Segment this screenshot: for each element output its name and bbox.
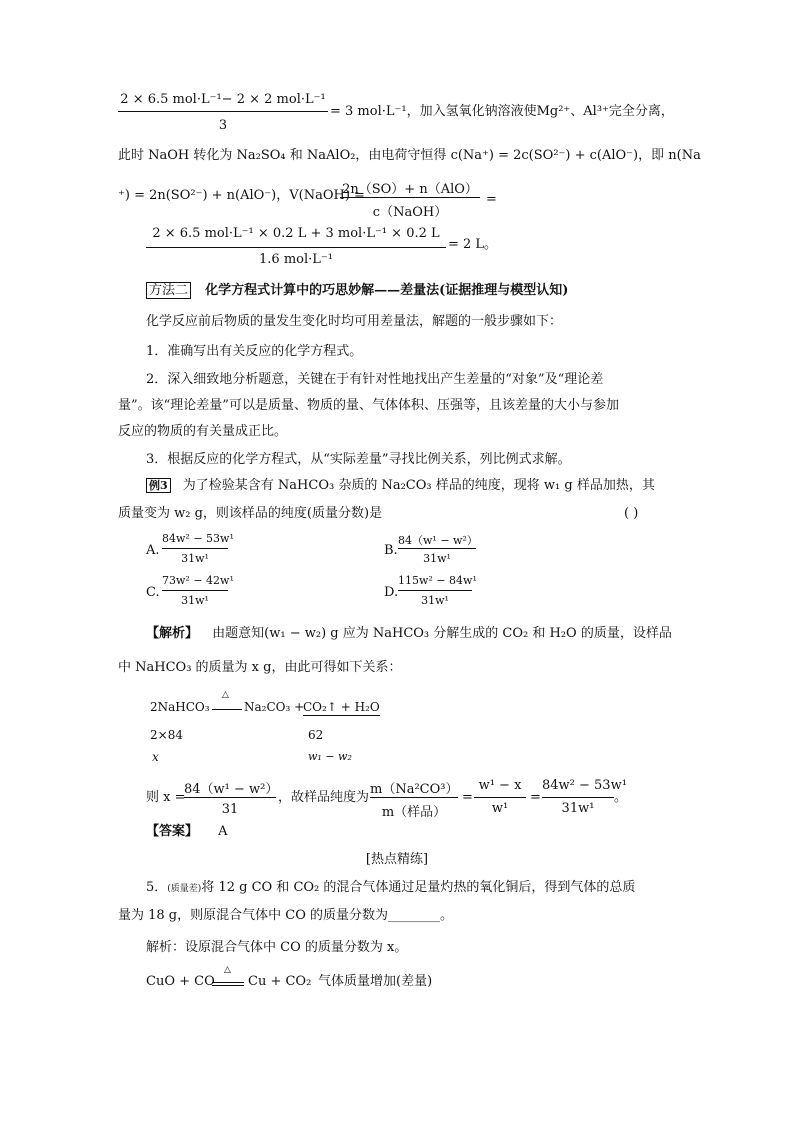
- paragraph: 反应的物质的有关量成正比。: [118, 424, 288, 439]
- heat-condition: △: [224, 965, 231, 975]
- fraction-numerator: 84w² − 53w¹: [542, 778, 627, 793]
- fraction-bar: [474, 797, 526, 798]
- ratio-row: x: [152, 750, 159, 764]
- fraction-bar: [146, 247, 446, 248]
- fraction-denominator: 31w¹: [561, 801, 595, 816]
- fraction-denominator: m（样品）: [381, 805, 447, 820]
- paragraph: 化学反应前后物质的量发生变化时均可用差量法，解题的一般步骤如下：: [146, 314, 563, 329]
- answer-paren: ( ): [624, 506, 639, 521]
- fraction-numerator: 84（w¹ − w²）: [184, 782, 279, 797]
- paragraph: 量”。该“理论差量”可以是质量、物质的量、气体体积、压强等，且该差量的大小与参加: [118, 398, 619, 413]
- answer-value: A: [218, 824, 228, 839]
- analysis-text: 由题意知(w₁ − w₂) g 应为 NaHCO₃ 分解生成的 CO₂ 和 H₂O 的质量，设样品: [212, 626, 672, 641]
- solution-eq-lhs: CuO + CO: [146, 974, 215, 989]
- solution-eq-note: 气体质量增加(差量): [318, 974, 433, 989]
- fraction-denominator: 31: [221, 802, 239, 817]
- question-tag: (质量差): [167, 884, 202, 894]
- method-title: 化学方程式计算中的巧思妙解——差量法(证据推理与模型认知): [205, 283, 569, 298]
- equals-sign: =: [530, 790, 541, 805]
- fraction-bar: [340, 197, 480, 198]
- fraction-bar: [184, 797, 276, 798]
- option-a-label: A.: [146, 543, 160, 558]
- equals-sign: =: [462, 790, 473, 805]
- result-prefix: 则 x =: [146, 790, 186, 805]
- text-line: = 3 mol·L⁻¹，加入氢氧化钠溶液使Mg²⁺、Al³⁺完全分离，: [330, 104, 674, 119]
- option-d-label: D.: [384, 585, 399, 600]
- paragraph: 3．根据反应的化学方程式，从“实际差量”寻找比例关系，列比例式求解。: [146, 452, 571, 467]
- method-tag: 方法二: [146, 282, 191, 299]
- ratio-row: 2×84: [150, 728, 183, 742]
- fraction-bar: [162, 548, 228, 549]
- fraction-denominator: 31w¹: [423, 552, 451, 565]
- fraction-numerator: m（Na²CO³）: [370, 782, 459, 797]
- ratio-row: 62: [308, 728, 324, 742]
- fraction-bar: [162, 590, 228, 591]
- answer-line: [146, 824, 228, 840]
- fraction-numerator: 2n（SO）+ n（AlO）: [342, 182, 478, 197]
- fraction-denominator: 31w¹: [181, 594, 209, 607]
- fraction-denominator: 3: [218, 118, 228, 133]
- option-c-label: C.: [146, 585, 160, 600]
- solution-eq-rhs: Cu + CO₂: [248, 974, 312, 989]
- question-number: 5．: [146, 880, 168, 895]
- heat-condition: △: [222, 690, 229, 700]
- fraction-denominator: 31w¹: [421, 594, 449, 607]
- purity-fraction: [370, 778, 458, 820]
- option-b-fraction: [398, 532, 476, 568]
- analysis-label: 【解析】: [146, 626, 199, 641]
- example-question: [146, 478, 655, 494]
- fraction-bar: [398, 548, 476, 549]
- fraction-denominator: 1.6 mol·L⁻¹: [259, 252, 333, 267]
- fraction-bar: [118, 111, 328, 112]
- fraction-bar: [370, 797, 458, 798]
- question-text: 将 12 g CO 和 CO₂ 的混合气体通过足量灼热的氧化铜后，得到气体的总质: [201, 880, 636, 895]
- fraction-bar: [542, 797, 614, 798]
- example-tag: 例3: [146, 478, 171, 493]
- answer-label: 【答案】: [146, 824, 199, 839]
- fraction-numerator: 115w² − 84w¹: [398, 574, 477, 587]
- analysis-text: 中 NaHCO₃ 的质量为 x g，由此可得如下关系：: [118, 660, 402, 675]
- fraction-bar: [398, 590, 472, 591]
- question-text: 质量变为 w₂ g，则该样品的纯度(质量分数)是: [118, 506, 383, 521]
- equation-rhs: Na₂CO₃ +: [244, 700, 305, 714]
- option-a-fraction: [162, 532, 234, 568]
- ratio-row: w₁ − w₂: [308, 750, 352, 763]
- equation-products: CO₂↑ + H₂O: [303, 700, 380, 716]
- practice-question: [146, 880, 635, 896]
- analysis-line: [146, 626, 672, 642]
- fraction-denominator: w¹: [491, 801, 509, 816]
- fraction-denominator: c（NaOH）: [372, 205, 448, 220]
- solution-text: 解析：设原混合气体中 CO 的质量分数为 x。: [146, 940, 408, 955]
- fraction-numerator: 84（w¹ − w²）: [398, 534, 478, 547]
- fraction-charge-conc: [118, 92, 328, 138]
- purity-fraction-3: [542, 778, 627, 820]
- paragraph: 2．深入细致地分析题意，关键在于有针对性地找出产生差量的“对象”及“理论差: [146, 372, 604, 387]
- reaction-arrow-line-2: [212, 985, 244, 986]
- fraction-numerator: 73w² − 42w¹: [162, 574, 234, 587]
- option-d-fraction: [398, 574, 477, 610]
- fraction-numerator: w¹ − x: [478, 778, 522, 793]
- reaction-arrow-line: [212, 982, 244, 983]
- fraction-numerator: 2 × 6.5 mol·L⁻¹− 2 × 2 mol·L⁻¹: [120, 92, 326, 107]
- fraction-naoh-volume: [340, 178, 480, 220]
- method-header: [146, 283, 568, 299]
- equals-sign: =: [486, 192, 497, 207]
- text-line: = 2 L。: [448, 237, 498, 252]
- option-b-label: B.: [384, 543, 398, 558]
- text-line: ⁺) = 2n(SO²⁻) + n(AlO⁻)，V(NaOH) =: [118, 188, 365, 203]
- text-line: 此时 NaOH 转化为 Na₂SO₄ 和 NaAlO₂，由电荷守恒得 c(Na⁺) = 2c(SO²⁻) + c(AlO⁻)，即 n(Na: [118, 148, 701, 163]
- purity-fraction-2: [474, 778, 526, 820]
- equation-lhs: 2NaHCO₃: [150, 700, 210, 714]
- result-mid: ，故样品纯度为: [278, 790, 370, 805]
- question-text: 为了检验某含有 NaHCO₃ 杂质的 Na₂CO₃ 样品的纯度，现将 w₁ g 样品加热，其: [182, 478, 655, 493]
- option-c-fraction: [162, 574, 234, 610]
- question-text: 量为 18 g，则原混合气体中 CO 的质量分数为________。: [118, 908, 453, 923]
- fraction-numerator: 84w² − 53w¹: [162, 532, 234, 545]
- fraction-denominator: 31w¹: [181, 552, 209, 565]
- paragraph: 1．准确写出有关反应的化学方程式。: [146, 344, 363, 359]
- fraction-numerator: 2 × 6.5 mol·L⁻¹ × 0.2 L + 3 mol·L⁻¹ × 0.2 L: [152, 226, 440, 241]
- reaction-arrow-line: [212, 709, 242, 710]
- x-fraction: [184, 778, 279, 820]
- practice-heading: [热点精练]: [365, 852, 429, 867]
- fraction-volume-calc: [146, 226, 446, 270]
- period: 。: [614, 790, 628, 805]
